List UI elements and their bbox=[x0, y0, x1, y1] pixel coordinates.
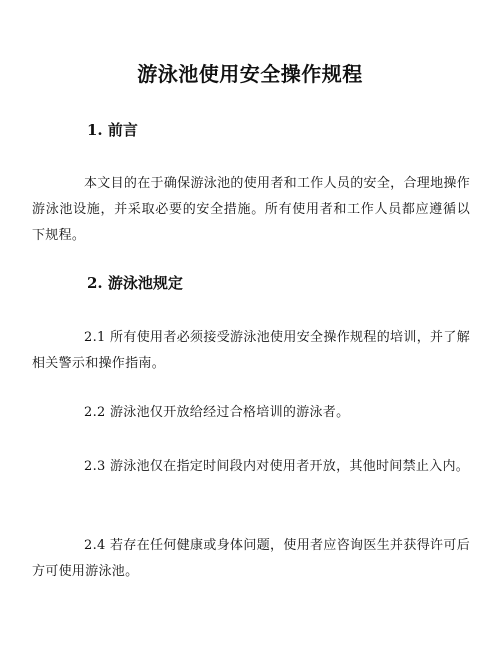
intro-paragraph: 本文目的在于确保游泳池的使用者和工作人员的安全，合理地操作游泳池设施，并采取必要的安全措施。所有使用者和工作人员都应遵循以下规程。 bbox=[32, 176, 470, 243]
rule-2-3: 2.3 游泳池仅在指定时间段内对使用者开放，其他时间禁止入内。 bbox=[84, 459, 470, 474]
rule-2-4: 2.4 若存在任何健康或身体问题，使用者应咨询医生并获得许可后方可使用游泳池。 bbox=[32, 538, 470, 579]
section-heading-2: 2. 游泳池规定 bbox=[87, 274, 183, 292]
document-title: 游泳池使用安全操作规程 bbox=[137, 62, 363, 86]
section-heading-1: 1. 前言 bbox=[87, 121, 138, 139]
rule-2-2: 2.2 游泳池仅开放给经过合格培训的游泳者。 bbox=[84, 405, 350, 420]
rule-2-1: 2.1 所有使用者必须接受游泳池使用安全操作规程的培训，并了解相关警示和操作指南。 bbox=[32, 330, 470, 371]
